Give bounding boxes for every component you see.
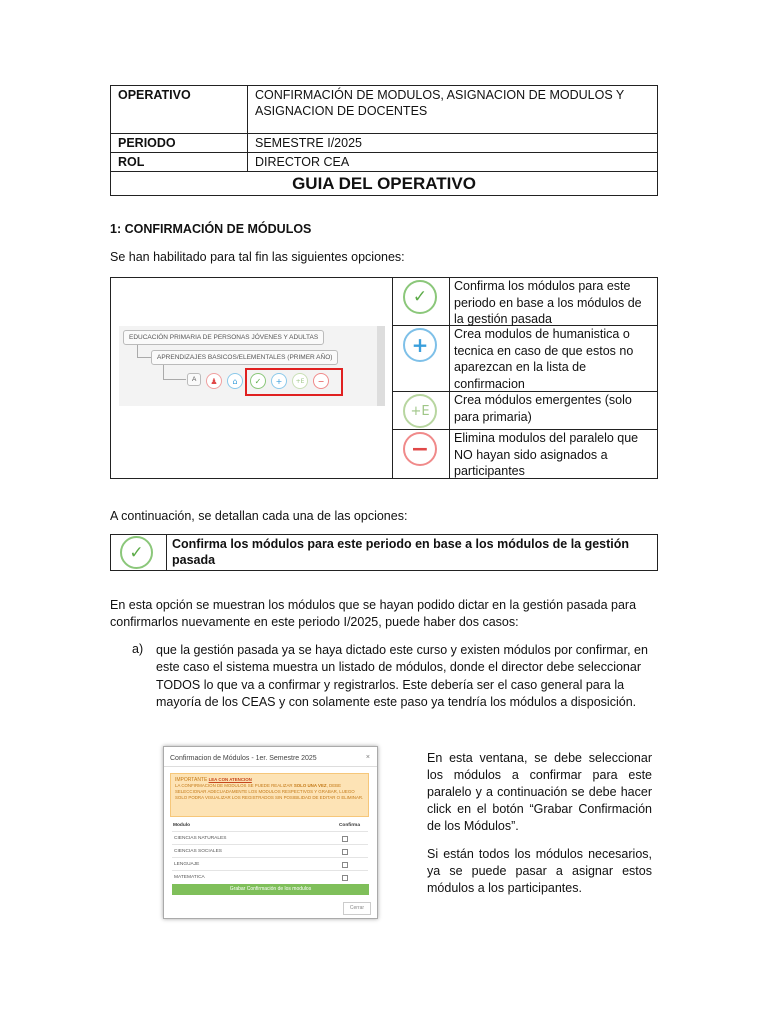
checkbox[interactable] [342, 862, 348, 868]
header-value: DIRECTOR CEA [248, 153, 658, 172]
header-table [110, 85, 658, 196]
table-row [172, 831, 368, 844]
tree-view [119, 326, 385, 406]
module-name: MATEMATICA [174, 875, 205, 880]
header-row-rol [111, 153, 658, 172]
icon-column [392, 278, 450, 478]
section-heading: 1: CONFIRMACIÓN DE MÓDULOS [110, 222, 312, 236]
confirm-modal-screenshot [163, 746, 378, 919]
warning-emphasis: LEA CON ATENCION [208, 777, 252, 782]
warning-box [170, 773, 369, 817]
detail-header-text: Confirma los módulos para este periodo en base a los módulos de la gestión pasada [172, 537, 630, 567]
explanation-paragraph: En esta opción se muestran los módulos que se hayan podido dictar en la gestión pasada para confirmarlos nuevamente en este periodo I/2025, puede haber dos casos: [110, 598, 637, 630]
continuation-text: A continuación, se detallan cada una de las opciones: [110, 509, 408, 523]
module-name: CIENCIAS NATURALES [174, 836, 227, 841]
module-table-header [173, 823, 366, 828]
list-item-text: que la gestión pasada ya se haya dictado este curso y existen módulos por confirmar, en este caso el sistema muestra un listado de módulos, donde el director debe seleccionar TODOS lo que va a confirmar y registrarlos. Este debería ser el caso general para la mayoría de los CEAS y con solamente este paso ya tendría los módulos a disposición. [156, 643, 648, 710]
detail-icon-cell [111, 535, 167, 570]
table-row [172, 870, 368, 883]
header-row-periodo [111, 134, 658, 153]
close-icon[interactable]: × [365, 754, 370, 761]
header-key: ROL [111, 153, 248, 172]
minus-icon[interactable]: − [313, 373, 329, 389]
tree-node-grade: APRENDIZAJES BASICOS/ELEMENTALES (PRIMER AÑO) [151, 350, 338, 365]
checkbox[interactable] [342, 875, 348, 881]
guide-title: GUIA DEL OPERATIVO [111, 172, 658, 196]
option-icon-cell [392, 326, 449, 392]
checkbox[interactable] [342, 849, 348, 855]
warning-text: LA CONFIRMACION DE MODULOS SE PUEDE REALIZAR [175, 783, 293, 788]
plus-e-icon[interactable]: +E [292, 373, 308, 389]
module-name: CIENCIAS SOCIALES [174, 849, 222, 854]
side-paragraph-1: En esta ventana, se debe seleccionar los módulos a confirmar para este paralelo y a continuación se debe hacer click en el botón “Grabar Confirmación de los Módulos”. [427, 751, 652, 833]
plus-icon[interactable]: + [271, 373, 287, 389]
header-value: SEMESTRE I/2025 [248, 134, 658, 153]
save-confirmation-button[interactable]: Grabar Confirmación de los modulos [172, 884, 369, 895]
modal-title: Confirmacion de Módulos - 1er. Semestre 2025 [170, 755, 317, 762]
plus-e-icon: +E [403, 394, 437, 428]
options-table [110, 277, 658, 479]
header-row-title [111, 172, 658, 196]
checkbox[interactable] [342, 836, 348, 842]
header-value: CONFIRMACIÓN DE MODULOS, ASIGNACION DE MODULOS Y ASIGNACION DE DOCENTES [248, 86, 658, 134]
tree-connector [163, 365, 186, 380]
list-label: a) [132, 642, 144, 656]
tree-node-level: EDUCACIÓN PRIMARIA DE PERSONAS JÓVENES Y ADULTAS [123, 330, 324, 345]
col-confirm: Confirma [338, 823, 360, 828]
plus-icon: + [403, 328, 437, 362]
close-button[interactable]: Cerrar [343, 902, 371, 915]
scrollbar [377, 326, 385, 406]
minus-icon: − [403, 432, 437, 466]
option-text: Crea módulos emergentes (solo para primaria) [450, 392, 657, 430]
tree-node-parallel: A [187, 373, 201, 386]
warning-bold: SOLO UNA VEZ [293, 783, 327, 788]
option-icon-cell [392, 392, 449, 430]
section-intro: Se han habilitado para tal fin las siguientes opciones: [110, 250, 405, 264]
check-icon[interactable]: ✓ [250, 373, 266, 389]
home-icon[interactable]: ⌂ [227, 373, 243, 389]
header-key: OPERATIVO [111, 86, 248, 134]
warning-text: , DEBE SELECCIONAR ADECUADAMENTE LOS MODULOS RESPECTIVOS Y GRABAR, LUEGO SOLO PODRA VISUALIZAR LOS REGISTRADOS SIN POSIBILIDAD DE EDITAR O ELIMINAR. [175, 783, 364, 800]
tree-screenshot [111, 278, 393, 478]
table-row [172, 844, 368, 857]
check-icon: ✓ [403, 280, 437, 314]
option-icon-cell [392, 278, 449, 326]
header-row-operativo [111, 86, 658, 134]
header-key: PERIODO [111, 134, 248, 153]
warning-label: IMPORTANTE [175, 777, 208, 783]
col-module: Modulo [173, 823, 191, 828]
option-text: Crea modulos de humanistica o tecnica en caso de que estos no aparezcan en la lista de confirmacion [450, 326, 657, 392]
detail-header-box [110, 534, 658, 571]
option-text: Elimina modulos del paralelo que NO hayan sido asignados a participantes [454, 431, 639, 478]
check-icon: ✓ [120, 536, 153, 569]
tree-connector [137, 345, 152, 358]
divider [164, 766, 377, 767]
option-text: Confirma los módulos para este periodo en base a los módulos de la gestión pasada [450, 278, 657, 326]
module-name: LENGUAJE [174, 862, 200, 867]
side-paragraph-2: Si están todos los módulos necesarios, ya se puede pasar a asignar estos módulos a los participantes. [427, 847, 652, 895]
option-icon-cell [392, 430, 449, 478]
table-row [172, 857, 368, 870]
users-icon[interactable]: ♟ [206, 373, 222, 389]
